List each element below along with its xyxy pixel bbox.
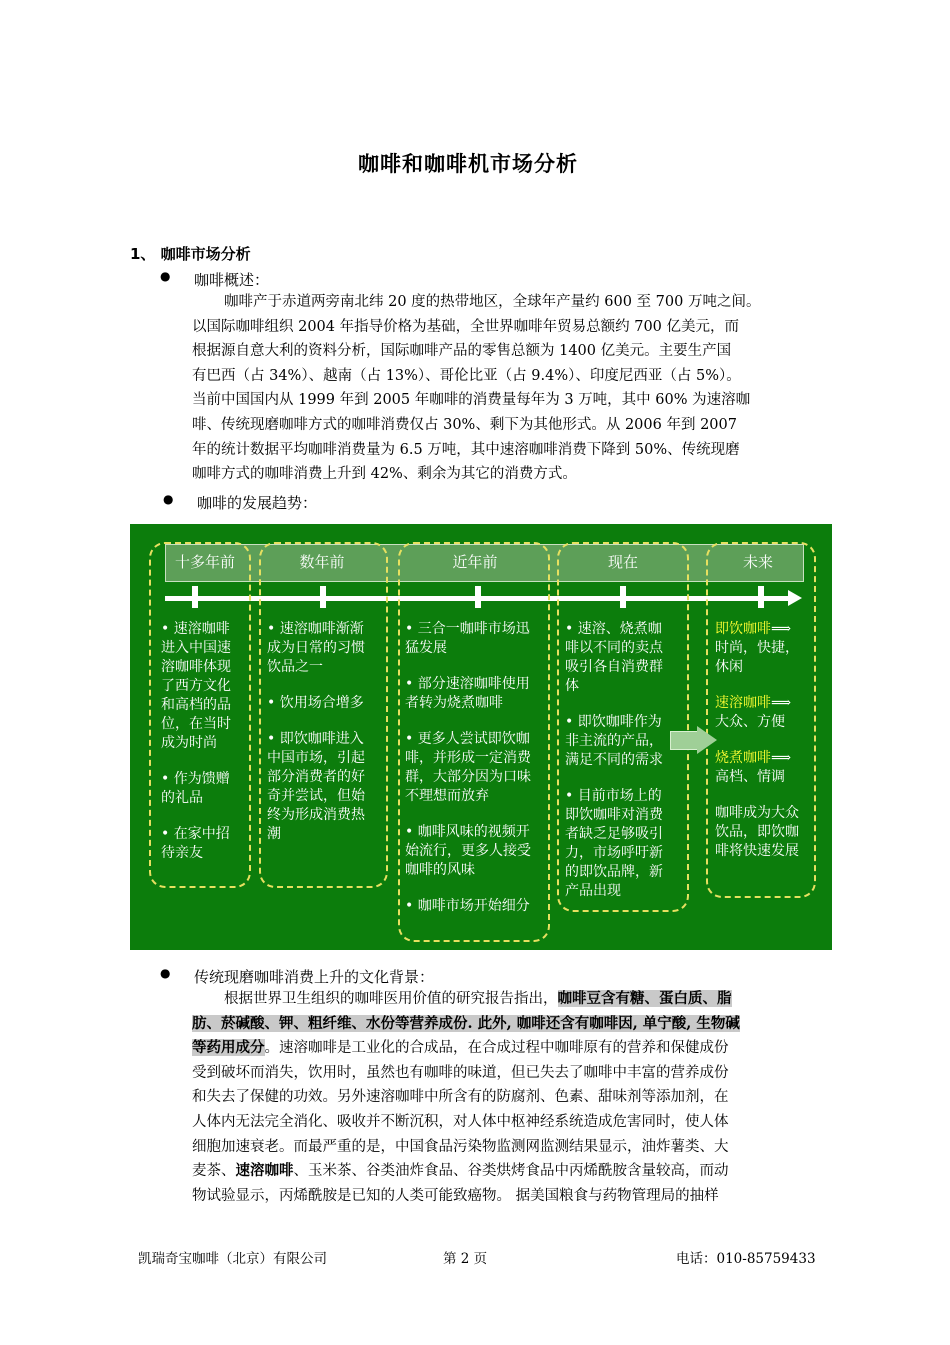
- section-heading: 1、 咖啡市场分析: [130, 245, 251, 263]
- bullet-dot-icon: ●: [163, 492, 174, 506]
- paragraph-line: 当前中国国内从 1999 年到 2005 年咖啡的消费量每年为 3 万吨，其中 60% 为速溶咖: [192, 392, 751, 409]
- footer-phone: 电话：010-85759433: [676, 1251, 816, 1267]
- footer-company: 凯瑞奇宝咖啡（北京）有限公司: [138, 1251, 327, 1267]
- phase-column-text: • 三合一咖啡市场迅 猛发展 • 部分速溶咖啡使用 者转为烧煮咖啡 • 更多人尝试即饮咖 啡，并形成一定消费 群，大部分因为口味 不理想而放弃 • 咖啡风味的视频开 始流行，更多人接受 咖啡的风味 • 咖啡市场开始细分: [405, 621, 531, 914]
- paragraph-line: 肪、菸碱酸、钾、粗纤维、水份等营养成份. 此外, 咖啡还含有咖啡因, 单宁酸, 生物碱: [192, 1014, 740, 1032]
- phase-column-text: • 速溶咖啡 进入中国速 溶咖啡体现 了西方文化 和高档的品 位，在当时 成为时尚 • 作为馈赠 的礼品 • 在家中招 待亲友: [161, 621, 231, 861]
- transition-arrow: [670, 731, 698, 750]
- phase-label: 未来: [742, 553, 773, 571]
- bullet-label: 咖啡概述：: [194, 271, 270, 289]
- culture-paragraph: [192, 987, 808, 1208]
- paragraph-line: 以国际咖啡组织 2004 年指导价格为基础，全世界咖啡年贸易总额约 700 亿美元，而: [192, 318, 740, 335]
- phase-column-text: • 速溶咖啡渐渐 成为日常的习惯 饮品之一 • 饮用场合增多 • 即饮咖啡进入 中国市场，引起 部分消费者的好 奇并尝试，但始 终为形成消费热 潮: [267, 621, 365, 842]
- phase-column-text: • 速溶、烧煮咖 啡以不同的卖点 吸引各自消费群 体 • 即饮咖啡作为 非主流的产品， 满足不同的需求 • 目前市场上的 即饮咖啡对消费 者缺乏足够吸引 力，市场呼吁新 的即饮品牌，新 产品出现: [565, 621, 663, 899]
- phase-label: 十多年前: [174, 553, 235, 571]
- paragraph-line: 年的统计数据平均咖啡消费量为 6.5 万吨，其中速溶咖啡消费下降到 50%、传统现磨: [192, 441, 740, 458]
- paragraph-line: 细胞加速衰老。而最严重的是，中国食品污染物监测网监测结果显示，油炸薯类、大: [192, 1138, 729, 1155]
- bullet-dot-icon: ●: [160, 966, 171, 980]
- overview-paragraph: [192, 290, 808, 487]
- phase-label: 现在: [607, 553, 638, 571]
- page-title: 咖啡和咖啡机市场分析: [358, 152, 578, 176]
- paragraph-line: 和失去了保健的功效。另外速溶咖啡中所含有的防腐剂、色素、甜味剂等添加剂，在: [192, 1089, 729, 1106]
- footer-page-number: 第 2 页: [443, 1251, 488, 1267]
- paragraph-line: 受到破坏而消失，饮用时，虽然也有咖啡的味道，但已失去了咖啡中丰富的营养成份: [192, 1064, 729, 1081]
- paragraph-line: 根据世界卫生组织的咖啡医用价值的研究报告指出，咖啡豆含有糖、蛋白质、脂: [224, 990, 732, 1007]
- transition-arrow-icon: [697, 726, 717, 754]
- paragraph-line: 咖啡方式的咖啡消费上升到 42%、剩余为其它的消费方式。: [192, 466, 577, 483]
- phase-label: 近年前: [452, 553, 498, 571]
- bullet-dot-icon: ●: [160, 269, 171, 283]
- paragraph-line: 有巴西（占 34%）、越南（占 13%）、哥伦比亚（占 9.4%）、印度尼西亚（占 5%）。: [192, 367, 741, 384]
- phase-column-text: 即饮咖啡⟹ 时尚，快捷， 休闲 速溶咖啡⟹ 大众、方便 烧煮咖啡⟹ 高档、情调 咖啡成为大众 饮品，即饮咖 啡将快速发展: [715, 621, 799, 859]
- paragraph-line: 等药用成分。速溶咖啡是工业化的合成品，在合成过程中咖啡原有的营养和保健成份: [192, 1039, 729, 1057]
- paragraph-line: 物试验显示，丙烯酰胺是已知的人类可能致癌物。 据美国粮食与药物管理局的抽样: [192, 1187, 719, 1204]
- paragraph-line: 麦茶、速溶咖啡、玉米茶、谷类油炸食品、谷类烘烤食品中丙烯酰胺含量较高，而动: [192, 1162, 729, 1180]
- paragraph-line: 啡、传统现磨咖啡方式的咖啡消费仅占 30%、剩下为其他形式。从 2006 年到 2007: [192, 416, 737, 433]
- bullet-label: 咖啡的发展趋势：: [197, 494, 318, 512]
- paragraph-line: 咖啡产于赤道两旁南北纬 20 度的热带地区，全球年产量约 600 至 700 万吨之间。: [224, 294, 761, 310]
- phase-label: 数年前: [299, 553, 345, 571]
- paragraph-line: 人体内无法完全消化、吸收并不断沉积，对人体中枢神经系统造成危害同时，使人体: [192, 1113, 729, 1130]
- paragraph-line: 根据源自意大利的资料分析，国际咖啡产品的零售总额为 1400 亿美元。主要生产国: [192, 343, 732, 360]
- coffee-trend-diagram: [130, 524, 832, 950]
- bullet-label: 传统现磨咖啡消费上升的文化背景：: [194, 968, 435, 986]
